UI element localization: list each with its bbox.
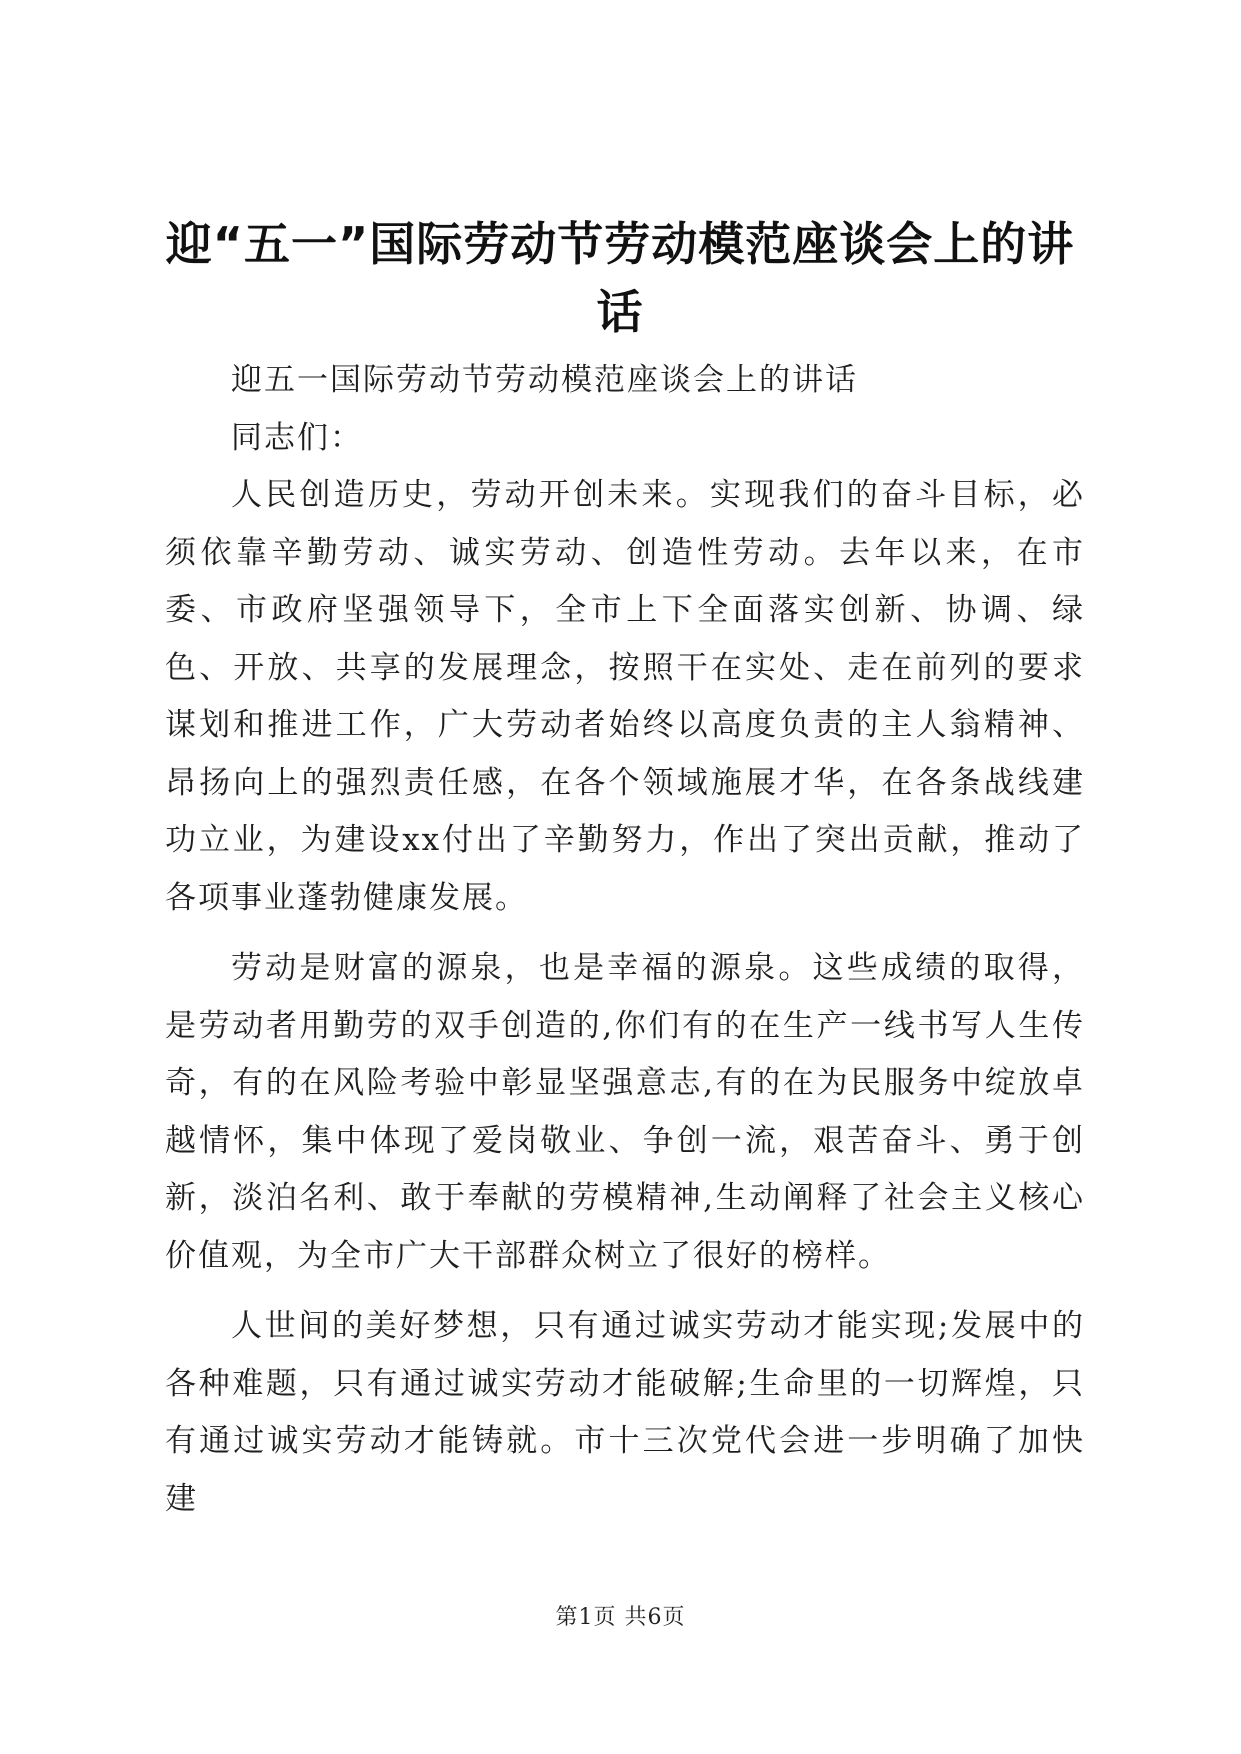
body-paragraph-3: 人世间的美好梦想，只有通过诚实劳动才能实现;发展中的各种难题，只有通过诚实劳动才能破解;生命里的一切辉煌，只有通过诚实劳动才能铸就。市十三次党代会进一步明确了加快建 (165, 1308, 1085, 1517)
subtitle-paragraph: 迎五一国际劳动节劳动模范座谈会上的讲话 (231, 362, 858, 398)
page-number-footer: 第1页 共6页 (555, 1605, 686, 1630)
body-paragraph-2: 劳动是财富的源泉，也是幸福的源泉。这些成绩的取得，是劳动者用勤劳的双手创造的,你们有的在生产一线书写人生传奇，有的在风险考验中彰显坚强意志,有的在为民服务中绽放卓越情怀，集中体现了爱岗敬业、争创一流，艰苦奋斗、勇于创新，淡泊名利、敢于奉献的劳模精神,生动阐释了社会主义核心价值观，为全市广大干部群众树立了很好的榜样。 (165, 950, 1085, 1274)
salutation-paragraph: 同志们： (231, 419, 363, 456)
document-body (165, 352, 1085, 1528)
document-title: 迎“五一”国际劳动节劳动模范座谈会上的讲话 (165, 217, 1075, 339)
body-paragraph-1: 人民创造历史，劳动开创未来。实现我们的奋斗目标，必须依靠辛勤劳动、诚实劳动、创造性劳动。去年以来，在市委、市政府坚强领导下，全市上下全面落实创新、协调、绿色、开放、共享的发展理念，按照干在实处、走在前列的要求谋划和推进工作，广大劳动者始终以高度负责的主人翁精神、昂扬向上的强烈责任感，在各个领域施展才华，在各条战线建功立业，为建设xx付出了辛勤努力，作出了突出贡献，推动了各项事业蓬勃健康发展。 (165, 477, 1085, 916)
